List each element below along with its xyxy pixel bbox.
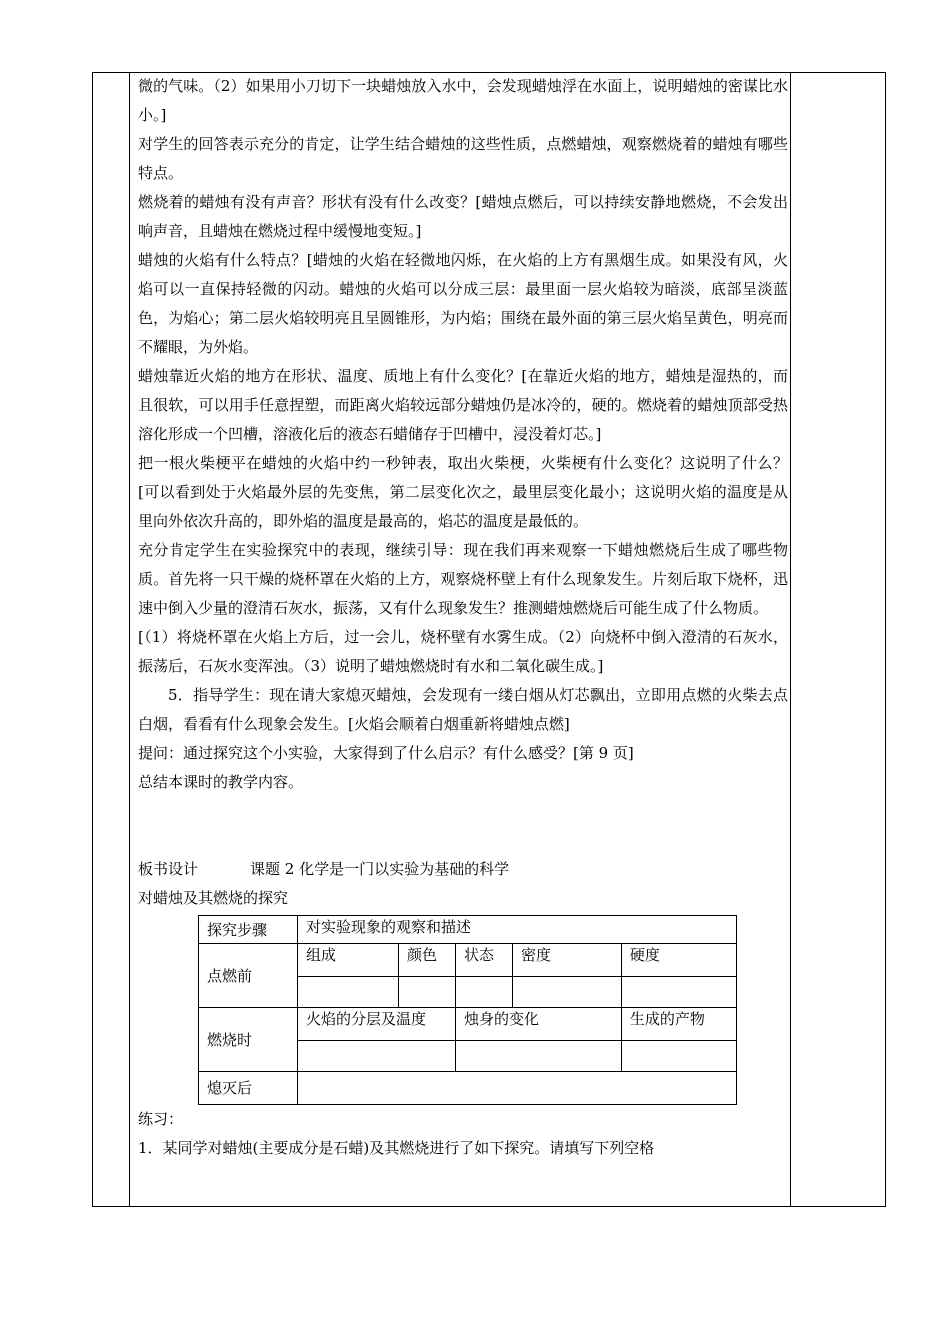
right-column-divider	[790, 73, 791, 1206]
board-label: 板书设计	[138, 860, 199, 878]
col-composition: 组成	[298, 944, 399, 977]
row-after: 熄灭后	[199, 1072, 298, 1105]
col-color: 颜色	[399, 944, 456, 977]
left-column-divider	[129, 73, 130, 1206]
paragraph-1: 微的气味。（2）如果用小刀切下一块蜡烛放入水中，会发现蜡烛浮在水面上，说明蜡烛的密谋比水小。]	[138, 77, 788, 124]
paragraph-2: 对学生的回答表示充分的肯定，让学生结合蜡烛的这些性质，点燃蜡烛，观察燃烧着的蜡烛有哪些特点。	[138, 135, 788, 182]
cell-empty	[456, 977, 513, 1008]
exercise-label: 练习：	[138, 1110, 184, 1128]
paragraph-4: 蜡烛的火焰有什么特点？[蜡烛的火焰在轻微地闪烁，在火焰的上方有黑烟生成。如果没有风，火焰可以一直保持轻微的闪动。蜡烛的火焰可以分成三层：最里面一层火焰较为暗淡，底部呈淡蓝色，为焰心；第二层火焰较明亮且呈圆锥形，为内焰；围绕在最外面的第三层火焰呈黄色，明亮而不耀眼，为外焰。	[138, 251, 788, 356]
col-products: 生成的产物	[621, 1008, 736, 1041]
col-state: 状态	[456, 944, 513, 977]
cell-empty	[456, 1041, 622, 1072]
board-heading	[138, 855, 788, 884]
cell-empty	[298, 977, 399, 1008]
cell-empty	[399, 977, 456, 1008]
paragraph-7: 充分肯定学生在实验探究中的表现，继续引导：现在我们再来观察一下蜡烛燃烧后生成了哪些物质。首先将一只干燥的烧杯罩在火焰的上方，观察烧杯壁上有什么现象发生。片刻后取下烧杯，迅速中倒入少量的澄清石灰水，振荡，又有什么现象发生？推测蜡烛燃烧后可能生成了什么物质。	[138, 541, 788, 617]
row-before-ignition: 点燃前	[199, 944, 298, 1008]
paragraph-3: 燃烧着的蜡烛有没有声音？形状有没有什么改变？[蜡烛点燃后，可以持续安静地燃烧，不会发出响声音，且蜡烛在燃烧过程中缓慢地变短。]	[138, 193, 788, 240]
cell-empty	[298, 1041, 456, 1072]
col-body-change: 烛身的变化	[456, 1008, 622, 1041]
paragraph-8: [（1）将烧杯罩在火焰上方后，过一会儿，烧杯壁有水雾生成。（2）向烧杯中倒入澄清的石灰水，振荡后，石灰水变浑浊。（3）说明了蜡烛燃烧时有水和二氧化碳生成。]	[138, 628, 788, 675]
row-burning: 燃烧时	[199, 1008, 298, 1072]
paragraph-11: 总结本课时的教学内容。	[138, 773, 304, 791]
spacer	[138, 797, 788, 855]
paragraph-6: 把一根火柴梗平在蜡烛的火焰中约一秒钟表，取出火柴梗，火柴梗有什么变化？这说明了什么？[可以看到处于火焰最外层的先变焦，第二层变化次之，最里层变化最小；这说明火焰的温度是从里向外依次升高的，即外焰的温度是最高的，焰芯的温度是最低的。	[138, 454, 788, 530]
board-table	[198, 915, 737, 1105]
lesson-content	[138, 72, 788, 1163]
cell-empty	[298, 1072, 737, 1105]
paragraph-5: 蜡烛靠近火焰的地方在形状、温度、质地上有什么变化？[在靠近火焰的地方，蜡烛是湿热的，而且很软，可以用手任意捏塑，而距离火焰较远部分蜡烛仍是冰冷的，硬的。燃烧着的蜡烛顶部受热溶化形成一个凹槽，溶液化后的液态石蜡储存于凹槽中，浸没着灯芯。]	[138, 367, 788, 443]
header-observation: 对实验现象的观察和描述	[298, 916, 737, 944]
cell-empty	[513, 977, 622, 1008]
col-hardness: 硬度	[621, 944, 736, 977]
board-title: 课题 2 化学是一门以实验为基础的科学	[250, 860, 510, 878]
paragraph-10: 提问：通过探究这个小实验，大家得到了什么启示？有什么感受？[第 9 页]	[138, 744, 634, 762]
col-flame-layers: 火焰的分层及温度	[298, 1008, 456, 1041]
cell-empty	[621, 1041, 736, 1072]
exercise-question-1: 1．某同学对蜡烛(主要成分是石蜡)及其燃烧进行了如下探究。请填写下列空格	[138, 1139, 655, 1157]
col-density: 密度	[513, 944, 622, 977]
board-subtitle: 对蜡烛及其燃烧的探究	[138, 889, 289, 907]
paragraph-9: 5．指导学生：现在请大家熄灭蜡烛，会发现有一缕白烟从灯芯飘出，立即用点燃的火柴去点白烟，看看有什么现象会发生。[火焰会顺着白烟重新将蜡烛点燃]	[138, 686, 788, 733]
header-step: 探究步骤	[199, 916, 298, 944]
cell-empty	[621, 977, 736, 1008]
